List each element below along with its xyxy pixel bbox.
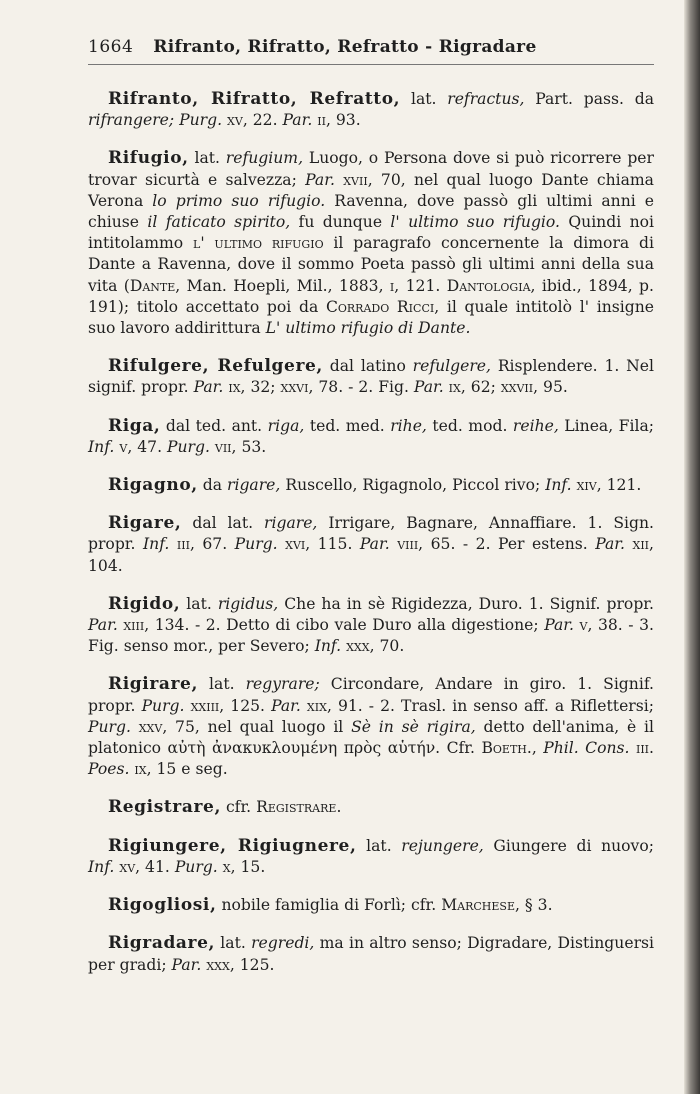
italic-text: Phil. Cons. [543, 739, 630, 758]
entry-text: Luogo, o Persona dove si può ricorrere per trovar sicurtà e salvezza; [88, 149, 654, 189]
entry-text: , 15. [230, 857, 266, 876]
dictionary-entry [88, 836, 654, 878]
dictionary-entry [88, 895, 654, 916]
entry-text: , 15 e seg. [146, 760, 228, 779]
entry-text: il paragrafo concernente la dimora di Dante a Ravenna, dove il sommo Poeta passò gli ultimi anni della sua vita ( [88, 234, 654, 295]
small-caps-text: xiv [576, 476, 597, 495]
entry-text: cfr. [220, 798, 257, 817]
entry-text: lat. [215, 934, 252, 953]
small-caps-text: xxx [346, 637, 370, 656]
small-caps-text: xxv [138, 717, 163, 736]
entry-text: lat. [198, 675, 246, 694]
entry-text: Ruscello, Rigagnolo, Piccol rivo; [280, 476, 546, 495]
italic-text: regyrare; [245, 675, 320, 694]
italic-text: Par. [305, 170, 335, 189]
entries-list [88, 89, 654, 976]
dictionary-entry [88, 356, 654, 398]
entry-text: nobile famiglia di Forlì; cfr. [216, 896, 442, 915]
italic-text: Inf. [545, 476, 572, 495]
italic-text: il faticato spirito, [147, 213, 291, 232]
entry-text: , Man. Hoepli, Mil., 1883, [175, 276, 390, 295]
entry-headword: Rigogliosi, [108, 895, 217, 916]
entry-text: dal lat. [181, 514, 265, 533]
dictionary-entry [88, 933, 654, 975]
dictionary-page [88, 36, 654, 993]
italic-text: Inf. [314, 637, 342, 656]
small-caps-text: x [222, 857, 231, 876]
small-caps-text: iii [176, 535, 190, 554]
italic-text: riga, [267, 416, 305, 435]
entry-headword: Rigirare, [108, 674, 198, 695]
entry-text: dal ted. ant. [160, 416, 268, 435]
italic-text: Par. [544, 616, 574, 635]
italic-text: rigare, [264, 514, 318, 533]
dictionary-entry [88, 797, 654, 818]
entry-text [625, 535, 633, 553]
small-caps-text: xv [227, 111, 243, 130]
small-caps-text: vii [214, 437, 232, 456]
italic-text: Par. [413, 378, 444, 397]
entry-text: ted. mod. [426, 416, 513, 435]
small-caps-text: ix [228, 378, 241, 397]
entry-text: Giungere di nuovo; [483, 836, 655, 855]
small-caps-text: xix [306, 696, 327, 715]
entry-headword: Rigagno, [108, 475, 198, 496]
entry-text: Circondare, Andare in giro. 1. Signif. propr. [88, 675, 654, 715]
dictionary-entry [88, 89, 654, 131]
italic-text: Inf. [88, 437, 115, 456]
entry-text: , 75, nel qual luogo il [162, 717, 352, 736]
entry-text: , 65. - 2. Per estens. [418, 535, 596, 554]
entry-text: , [531, 739, 544, 758]
entry-text [131, 718, 139, 736]
italic-text: Par. [595, 535, 625, 554]
entry-headword: Rigradare, [108, 933, 216, 954]
entry-headword: Rigido, [108, 593, 181, 614]
italic-text: Par. [193, 378, 224, 397]
entry-text: , 125. [229, 955, 275, 974]
entry-text: lat. [180, 594, 218, 613]
entry-text: , 67. [189, 535, 235, 554]
italic-text: refulgere, [412, 357, 491, 376]
entry-text: , 93. [325, 111, 361, 130]
entry-text: , 95. [533, 378, 568, 397]
small-caps-text: xvii [343, 170, 368, 189]
entry-text: , ibid., 1894, p. 191); titolo accettato poi da [88, 276, 654, 316]
entry-text: , 38. - 3. Fig. senso mor., per Severo; [88, 616, 654, 656]
entry-text: , 134. - 2. Detto di cibo vale Duro alla digestione; [144, 616, 545, 635]
entry-text: , 32; [240, 378, 281, 397]
italic-text: Poes. [88, 760, 130, 779]
small-caps-text: xxx [206, 955, 230, 974]
entry-text: , 91. - 2. Trasl. in senso aff. a Riflettersi; [326, 696, 654, 715]
italic-text: lo primo suo rifugio. [152, 191, 326, 210]
small-caps-text: xvi [285, 535, 306, 554]
italic-text: regredi, [251, 934, 315, 953]
italic-text: Par. [271, 696, 301, 715]
entry-text: , § 3. [515, 896, 553, 915]
dictionary-entry [88, 148, 654, 339]
entry-text: Irrigare, Bagnare, Annaffiare. 1. Sign. propr. [88, 514, 654, 554]
entry-text: , 41. [135, 857, 175, 876]
entry-headword: Rifulgere, Refulgere, [108, 356, 323, 377]
small-caps-text: xxvi [280, 378, 309, 397]
entry-text: , 121. [596, 476, 642, 495]
entry-text: , 121. [394, 276, 447, 295]
italic-text: reihe, [512, 416, 559, 435]
italic-text: Purg. [88, 717, 131, 736]
entry-text: , il quale intitolò l' insigne suo lavoro addirittura [88, 297, 654, 338]
small-caps-text: Dante [129, 276, 176, 295]
small-caps-text: v [579, 616, 588, 635]
small-caps-text: l' ultimo rifugio [193, 234, 324, 253]
italic-text: l' ultimo suo rifugio. [390, 213, 560, 232]
entry-text: Che ha in sè Rigidezza, Duro. 1. Signif. propr. [278, 594, 654, 613]
small-caps-text: v [119, 437, 128, 456]
small-caps-text: viii [397, 535, 419, 554]
small-caps-text: i [389, 276, 395, 295]
small-caps-text: xiii [123, 616, 145, 635]
entry-text: . [649, 739, 654, 758]
small-caps-text: Marchese [441, 896, 515, 915]
entry-headword: Rifugio, [108, 148, 189, 169]
entry-text: Risplendere. 1. Nel signif. propr. [88, 357, 655, 397]
entry-text: . [336, 798, 342, 817]
small-caps-text: Boeth. [481, 739, 532, 758]
italic-text: Sè in sè rigira, [351, 717, 476, 736]
entry-text: , 104. [88, 535, 654, 575]
entry-text [335, 171, 343, 189]
entry-text: , 115. [305, 535, 360, 554]
small-caps-text: ii [317, 111, 326, 130]
italic-text: Purg. [166, 437, 210, 456]
italic-text: Purg. [174, 857, 218, 876]
italic-text: Purg. [234, 535, 278, 554]
small-caps-text: Dantologia [446, 276, 531, 295]
entry-text: Linea, Fila; [558, 416, 655, 435]
dictionary-entry [88, 674, 654, 780]
page-header [88, 36, 654, 65]
book-spine-shadow [684, 0, 700, 1094]
entry-text: , 125. [219, 696, 272, 715]
entry-text: , 78. - 2. Fig. [308, 378, 414, 397]
entry-text: Quindi noi intitolammo [88, 213, 654, 253]
small-caps-text: xxiii [190, 696, 220, 715]
italic-text: rejungere, [401, 836, 484, 855]
entry-text: lat. [356, 836, 402, 855]
italic-text: Par. [282, 111, 313, 130]
entry-text: , 70. [369, 637, 405, 656]
page-number: 1664 [88, 37, 134, 57]
entry-text: , 22. [242, 111, 283, 130]
entry-text: , 47. [127, 437, 167, 456]
italic-text: rigidus, [217, 594, 279, 613]
italic-text: Inf. [88, 857, 115, 876]
italic-text: refractus, [447, 90, 525, 108]
dictionary-entry [88, 475, 654, 496]
small-caps-text: iii [635, 739, 650, 758]
entry-text: Ravenna, dove passò gli ultimi anni e chiuse [88, 191, 655, 232]
italic-text: Purg. [141, 696, 185, 715]
entry-headword: Rigiungere, Rigiugnere, [108, 835, 357, 856]
italic-text: rigare, [227, 476, 281, 495]
dictionary-entry [88, 594, 654, 658]
entry-headword: Riga, [108, 415, 161, 436]
italic-text: refugium, [225, 149, 304, 168]
small-caps-text: xxvii [500, 378, 534, 397]
italic-text: Inf. [143, 535, 170, 554]
italic-text: Par. [359, 535, 390, 554]
entry-text: , 53. [231, 437, 267, 456]
entry-text: detto dell'anima, è il platonico αὐτὴ ἀνακυκλουμένη πρὸς αὑτήν. Cfr. [88, 717, 654, 758]
entry-text: da [197, 476, 227, 495]
entry-text: dal latino [322, 357, 413, 376]
entry-headword: Rigare, [108, 513, 182, 534]
entry-headword: Registrare, [108, 797, 221, 818]
italic-text: Par. [171, 955, 202, 974]
small-caps-text: xv [119, 857, 136, 876]
small-caps-text: ix [134, 760, 147, 779]
entry-text: , 70, nel qual luogo Dante chiama Verona [88, 170, 654, 210]
small-caps-text: xii [632, 535, 650, 554]
entry-text [169, 535, 177, 553]
italic-text: Par. [88, 616, 118, 635]
running-head: Rifranto, Rifratto, Refratto - Rigradare [153, 37, 537, 57]
small-caps-text: Corrado Ricci [325, 297, 435, 316]
entry-text: Part. pass. da [524, 90, 655, 108]
dictionary-entry [88, 416, 654, 458]
entry-text: ted. med. [304, 416, 391, 435]
small-caps-text: Registrare [256, 798, 337, 817]
italic-text: L' ultimo rifugio di Dante. [265, 319, 471, 338]
dictionary-entry [88, 513, 654, 577]
entry-text: , 62; [460, 378, 501, 397]
entry-text: ma in altro senso; Digradare, Distinguersi per gradi; [88, 934, 655, 974]
entry-text: lat. [188, 149, 226, 168]
entry-text: fu dunque [290, 213, 391, 232]
entry-text: lat. [400, 90, 448, 108]
entry-text [278, 535, 286, 553]
italic-text: Purg. [179, 111, 223, 130]
entry-headword: Rifranto, Rifratto, Refratto, [108, 89, 401, 109]
italic-text: rihe, [390, 416, 427, 435]
small-caps-text: ix [448, 378, 461, 397]
italic-text: rifrangere; [88, 111, 175, 130]
